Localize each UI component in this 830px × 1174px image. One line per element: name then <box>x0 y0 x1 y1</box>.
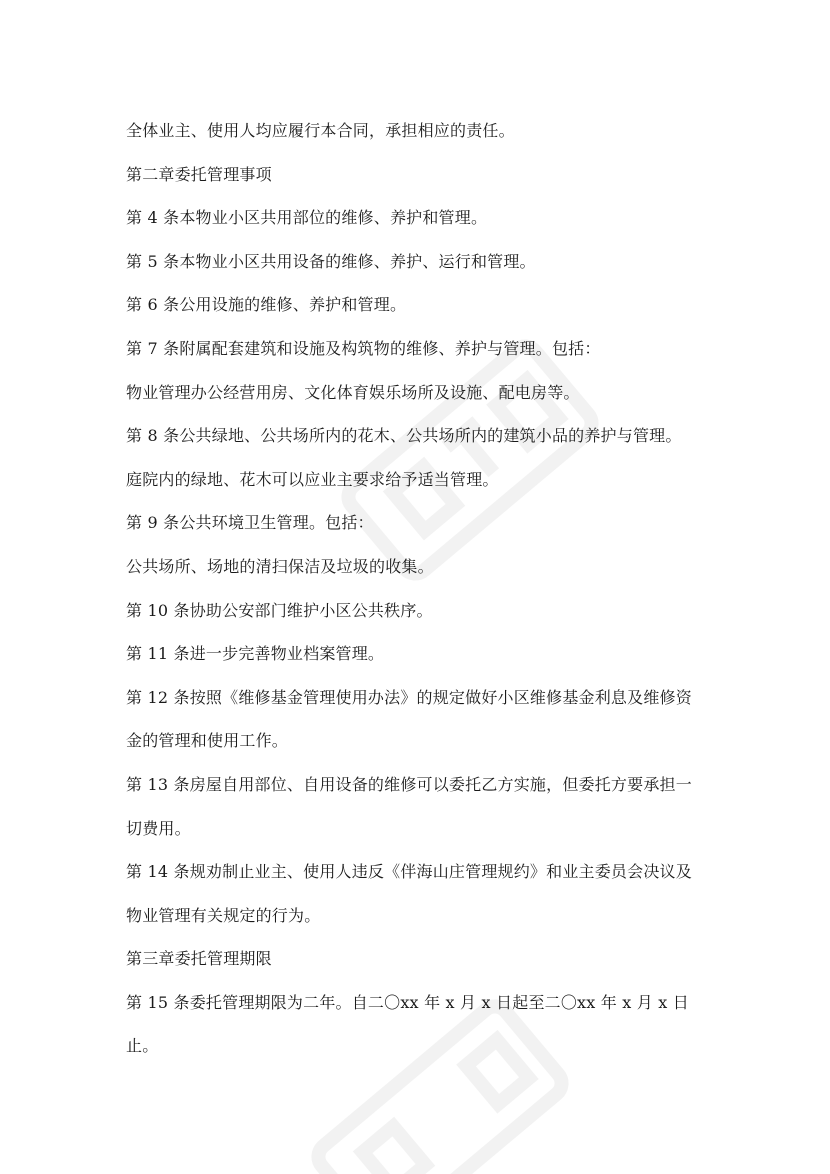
text-line: 第 9 条公共环境卫生管理。包括： <box>126 513 374 533</box>
text-line: 金的管理和使用工作。 <box>126 731 289 751</box>
text-line: 第 10 条协助公安部门维护小区公共秩序。 <box>126 600 433 620</box>
chapter-heading: 第二章委托管理事项 <box>126 164 272 184</box>
text-line: 第 11 条进一步完善物业档案管理。 <box>126 644 385 664</box>
chapter-heading: 第三章委托管理期限 <box>126 949 272 969</box>
text-line: 第 8 条公共绿地、公共场所内的花木、公共场所内的建筑小品的养护与管理。 <box>126 426 682 446</box>
text-line: 第 13 条房屋自用部位、自用设备的维修可以委托乙方实施，但委托方要承担一 <box>126 774 692 794</box>
document-body <box>126 109 716 1068</box>
text-line: 庭院内的绿地、花木可以应业主要求给予适当管理。 <box>126 469 499 489</box>
text-line: 止。 <box>126 1036 159 1056</box>
text-line: 物业管理有关规定的行为。 <box>126 905 321 925</box>
text-line: 全体业主、使用人均应履行本合同，承担相应的责任。 <box>126 121 515 140</box>
text-line: 切费用。 <box>126 818 191 838</box>
text-line: 第 12 条按照《维修基金管理使用办法》的规定做好小区维修基金利息及维修资 <box>126 687 692 707</box>
text-line: 公共场所、场地的清扫保洁及垃圾的收集。 <box>126 556 434 576</box>
text-line: 第 6 条公用设施的维修、养护和管理。 <box>126 295 407 315</box>
text-line: 第 4 条本物业小区共用部位的维修、养护和管理。 <box>126 208 488 228</box>
text-line: 第 15 条委托管理期限为二年。自二〇xx 年 x 月 x 日起至二〇xx 年 x 月 x 日 <box>126 992 689 1012</box>
text-line: 第 14 条规劝制止业主、使用人违反《伴海山庄管理规约》和业主委员会决议及 <box>126 862 692 882</box>
text-line: 第 5 条本物业小区共用设备的维修、养护、运行和管理。 <box>126 251 536 271</box>
text-line: 第 7 条附属配套建筑和设施及构筑物的维修、养护与管理。包括： <box>126 338 601 358</box>
text-line: 物业管理办公经营用房、文化体育娱乐场所及设施、配电房等。 <box>126 382 580 402</box>
